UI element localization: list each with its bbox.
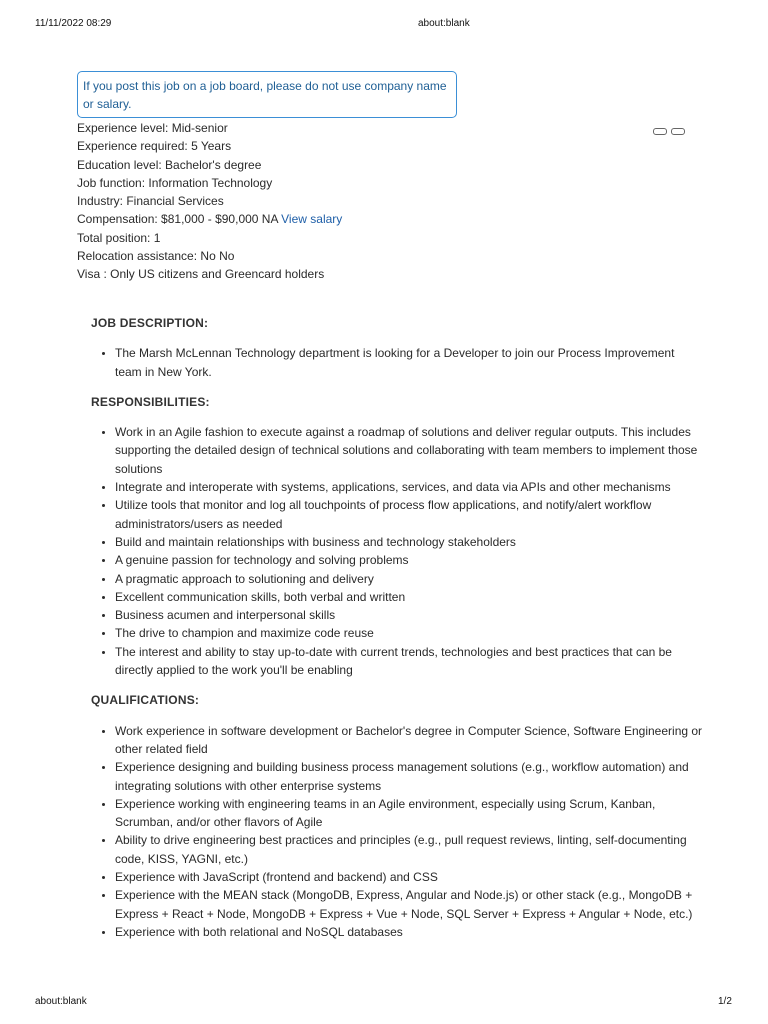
job-description-list bbox=[91, 344, 703, 381]
education-level: Education level: Bachelor's degree bbox=[77, 157, 262, 172]
list-item: • A pragmatic approach to solutioning and delivery bbox=[115, 570, 703, 588]
list-item: • A genuine passion for technology and solving problems bbox=[115, 551, 703, 569]
print-header-url: about:blank bbox=[418, 18, 470, 29]
list-item: • Excellent communication skills, both verbal and written bbox=[115, 588, 703, 606]
list-item: • Experience with JavaScript (frontend and backend) and CSS bbox=[115, 868, 703, 886]
list-item: • Work in an Agile fashion to execute against a roadmap of solutions and deliver regular outputs. This includes supporting the detailed design of technical solutions and collaborating with team members to implement those solutions bbox=[115, 423, 703, 478]
list-item: • Experience with both relational and NoSQL databases bbox=[115, 923, 703, 941]
view-salary-link[interactable]: View salary bbox=[281, 212, 343, 227]
list-item: • The drive to champion and maximize code reuse bbox=[115, 624, 703, 642]
list-item: • Build and maintain relationships with business and technology stakeholders bbox=[115, 533, 703, 551]
list-item: • Work experience in software development or Bachelor's degree in Computer Science, Software Engineering or other related field bbox=[115, 722, 703, 759]
experience-required: Experience required: 5 Years bbox=[77, 139, 232, 154]
visa-requirement: Visa : Only US citizens and Greencard holders bbox=[77, 267, 325, 282]
relocation-assistance: Relocation assistance: No No bbox=[77, 249, 235, 264]
compensation-row bbox=[77, 210, 342, 228]
industry: Industry: Financial Services bbox=[77, 194, 224, 209]
qualifications-list bbox=[91, 722, 703, 942]
job-details bbox=[77, 119, 342, 284]
qualifications-heading: QUALIFICATIONS: bbox=[91, 693, 200, 708]
responsibilities-heading: RESPONSIBILITIES: bbox=[91, 394, 210, 409]
page-number: 1/2 bbox=[718, 996, 732, 1007]
view-toggle bbox=[653, 128, 685, 135]
list-item: • The Marsh McLennan Technology department is looking for a Developer to join our Process Improvement team in New York. bbox=[115, 344, 703, 381]
list-item: • The interest and ability to stay up-to-date with current trends, technologies and best practices that can be directly applied to the work you'll be enabling bbox=[115, 643, 703, 680]
total-position: Total position: 1 bbox=[77, 230, 161, 245]
compensation: Compensation: $81,000 - $90,000 NA bbox=[77, 212, 282, 227]
list-item: • Experience designing and building business process management solutions (e.g., workflow automation) and integrating solutions with other enterprise systems bbox=[115, 758, 703, 795]
print-datetime: 11/11/2022 08:29 bbox=[35, 18, 112, 29]
toggle-pill-icon[interactable] bbox=[671, 128, 685, 135]
job-content bbox=[91, 314, 703, 953]
experience-level: Experience level: Mid-senior bbox=[77, 121, 228, 135]
job-board-notice: If you post this job on a job board, please do not use company name or salary. bbox=[77, 71, 457, 118]
list-item: • Experience working with engineering teams in an Agile environment, especially using Scrum, Kanban, Scrumban, and/or other flavors of Agile bbox=[115, 795, 703, 832]
list-item: • Utilize tools that monitor and log all touchpoints of process flow applications, and notify/alert workflow administrators/users as needed bbox=[115, 496, 703, 533]
list-item: • Business acumen and interpersonal skills bbox=[115, 606, 703, 624]
toggle-pill-icon[interactable] bbox=[653, 128, 667, 135]
list-item: • Experience with the MEAN stack (MongoDB, Express, Angular and Node.js) or other stack (e.g., MongoDB + Express + React + Node, MongoDB + Express + Vue + Node, SQL Server + Express + Angular + Node, etc.) bbox=[115, 886, 703, 923]
list-item: • Ability to drive engineering best practices and principles (e.g., pull request reviews, linting, self-documenting code, KISS, YAGNI, etc.) bbox=[115, 831, 703, 868]
responsibilities-list bbox=[91, 423, 703, 679]
job-description-heading: JOB DESCRIPTION: bbox=[91, 316, 209, 330]
print-footer-url: about:blank bbox=[35, 996, 87, 1007]
list-item: • Integrate and interoperate with systems, applications, services, and data via APIs and other mechanisms bbox=[115, 478, 703, 496]
job-function: Job function: Information Technology bbox=[77, 175, 273, 190]
